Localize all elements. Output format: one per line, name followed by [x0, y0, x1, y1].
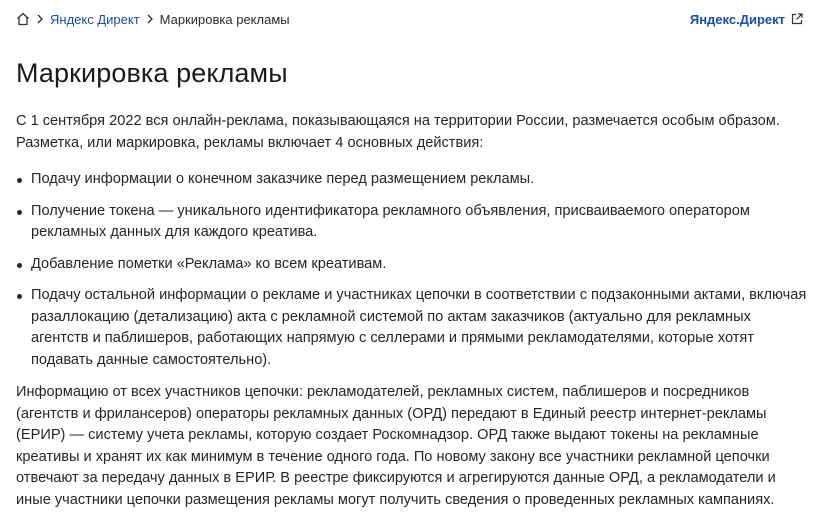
external-link-icon — [791, 13, 803, 25]
bullet-icon — [17, 294, 22, 299]
list-item — [16, 169, 811, 191]
bullet-icon — [17, 263, 22, 268]
list-item — [16, 254, 811, 276]
list-item — [16, 285, 811, 371]
list-item-text: Подачу информации о конечном заказчике перед размещением рекламы. — [31, 171, 535, 187]
list-item-text: Получение токена — уникального идентификатора рекламного объявления, присваиваемого оператором рекламных данных для каждого креатива. — [31, 202, 750, 240]
breadcrumb-link-yandex-direct[interactable]: Яндекс Директ — [50, 11, 140, 27]
chevron-right-icon — [146, 14, 154, 24]
top-bar — [16, 9, 803, 29]
breadcrumb-current: Маркировка рекламы — [159, 11, 290, 27]
list-item-text: Добавление пометки «Реклама» ко всем креативам. — [31, 255, 387, 272]
ord-paragraph: Информацию от всех участников цепочки: рекламодателей, рекламных систем, паблишеров и посредников (агентств и фрилансеров) операторы рекламных данных (ОРД) передают в Единый реестр интернет-рекламы (ЕРИР) — систему учета рекламы, которую создает Роскомнадзор. ОРД также выдают токены на рекламные креативы и хранят их как минимум в течение одного года. По новому закону все участники рекламной цепочки отвечают за передачу данных в ЕРИР. В реестре фиксируются и агрегируются данные ОРД, а рекламодатели и иные участники цепочки размещения рекламы могут получить сведения о проведенных рекламных кампаниях. — [16, 384, 776, 508]
page-title: Маркировка рекламы — [16, 58, 288, 88]
home-icon[interactable] — [16, 12, 30, 26]
breadcrumb — [16, 12, 290, 27]
chevron-right-icon — [36, 14, 44, 24]
bullet-icon — [17, 210, 22, 215]
header-link-label: Яндекс.Директ — [689, 11, 785, 27]
list-item — [16, 201, 811, 244]
actions-list — [16, 169, 811, 371]
intro-paragraph: С 1 сентября 2022 вся онлайн-реклама, показывающаяся на территории России, размечается особым образом. Разметка, или маркировка, рекламы включает 4 основных действия: — [16, 113, 780, 151]
yandex-direct-header-link[interactable] — [690, 12, 803, 27]
list-item-text: Подачу остальной информации о рекламе и участниках цепочки в соответствии с подзаконными актами, включая разаллокацию (детализацию) акта с рекламной системой по актам заказчиков (актуально для рекламных агентств и паблишеров, работающих напрямую с селлерами и прямыми рекламодателями, которые хотят подавать данные самостоятельно). — [31, 287, 807, 368]
bullet-icon — [17, 178, 22, 183]
article-body — [16, 111, 811, 511]
